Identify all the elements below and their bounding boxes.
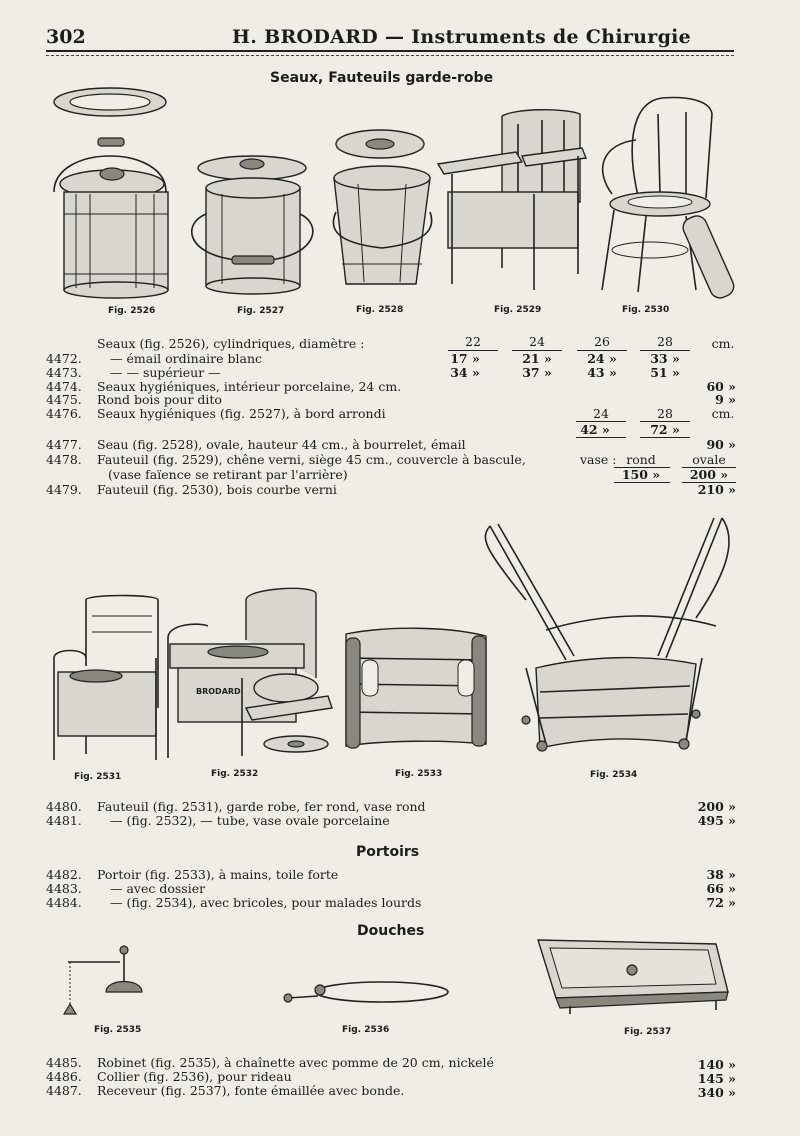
item-price: 150 » [621,467,661,482]
item-number: 4474. [46,379,82,394]
item-number: 4472. [46,351,82,366]
col-header: 28 [657,334,673,349]
item-description: — — supérieur — [110,365,221,380]
item-number: 4479. [46,482,82,497]
item-description: Robinet (fig. 2535), à chaînette avec pomme de 20 cm, nickelé [97,1055,494,1070]
item-number: 4486. [46,1069,82,1084]
item-price: 21 » [522,351,552,366]
item-price: 24 » [587,351,617,366]
bentwood-chair-2530-illustration [602,98,737,302]
item-description: Collier (fig. 2536), pour rideau [97,1069,292,1084]
fig-label-2527: Fig. 2527 [237,306,285,316]
table-intro: Seaux (fig. 2526), cylindriques, diamètre : [97,336,365,351]
item-price: 33 » [650,351,680,366]
item-price: 17 » [450,351,480,366]
item-price: 340 » [697,1085,736,1100]
fig-label-2530: Fig. 2530 [622,305,670,315]
col-header: 26 [594,334,610,349]
item-description: Fauteuil (fig. 2529), chêne verni, siège 45 cm., couvercle à bascule, [97,452,526,467]
item-description: Portoir (fig. 2533), à mains, toile forte [97,867,339,882]
item-description: Seaux hygiéniques, intérieur porcelaine, 24 cm. [97,379,402,394]
col-header: ovale [692,452,726,467]
col-header: rond [626,452,656,467]
stretcher-2533-illustration [346,628,486,748]
item-description: Seaux hygiéniques (fig. 2527), à bord arrondi [97,406,386,421]
fig-label-2534: Fig. 2534 [590,770,638,780]
page-number: 302 [46,26,86,48]
item-number: 4477. [46,437,82,452]
fig-label-2526: Fig. 2526 [108,306,156,316]
item-price: 90 » [706,437,736,452]
item-price: 200 » [697,799,736,814]
section-title-seaux: Seaux, Fauteuils garde-robe [270,70,494,86]
item-description: Fauteuil (fig. 2530), bois courbe verni [97,482,337,497]
fig-label-2533: Fig. 2533 [395,769,443,779]
col-header: 24 [529,334,545,349]
fig-label-2532: Fig. 2532 [211,769,259,779]
ring-lid-illustration [54,88,166,116]
item-description: — (fig. 2534), avec bricoles, pour malades lourds [110,895,422,910]
item-number: 4481. [46,813,82,828]
illustrations-row-2 [46,508,736,770]
item-description: Rond bois pour dito [97,392,222,407]
fig-label-2536: Fig. 2536 [342,1025,390,1035]
col-header: 28 [657,406,673,421]
vase-label: vase : [580,452,617,467]
chair-stamp: BRODARD [196,687,241,696]
fig-label-2535: Fig. 2535 [94,1025,142,1035]
bucket-2527-illustration [192,156,313,294]
iron-chair-2531-illustration [54,596,158,761]
item-price: 38 » [706,867,736,882]
fig-label-2537: Fig. 2537 [624,1027,672,1037]
tube-chair-2532-illustration [168,588,332,758]
carrier-2534-illustration [485,518,729,751]
item-price: 9 » [715,392,736,407]
item-number: 4485. [46,1055,82,1070]
illustrations-row-1 [46,84,736,304]
item-price: 72 » [706,895,736,910]
oak-chair-2529-illustration [438,110,586,290]
item-number: 4478. [46,452,82,467]
item-number: 4476. [46,406,82,421]
item-price: 72 » [650,422,680,437]
item-description: Fauteuil (fig. 2531), garde robe, fer rond, vase rond [97,799,426,814]
illustrations-row-3 [56,940,736,1026]
col-header: 22 [465,334,481,349]
section-title-portoirs: Portoirs [356,844,420,860]
fig-label-2529: Fig. 2529 [494,305,542,315]
item-number: 4487. [46,1083,82,1098]
page-header [40,22,740,52]
header-rule-dashed [46,55,734,56]
shower-tray-2537-illustration [538,940,728,1014]
item-price: 51 » [650,365,680,380]
item-description: — avec dossier [110,881,206,896]
item-price: 140 » [697,1057,736,1072]
curtain-ring-2536-illustration [284,982,448,1002]
item-price: 200 » [689,467,729,482]
item-description: Seau (fig. 2528), ovale, hauteur 44 cm., à bourrelet, émail [97,437,466,452]
item-number: 4484. [46,895,82,910]
item-number: 4475. [46,392,82,407]
item-description-note: (vase faïence se retirant par l'arrière) [108,467,348,482]
item-price: 60 » [706,379,736,394]
fig-label-2528: Fig. 2528 [356,305,404,315]
bucket-2526-illustration [54,138,168,298]
item-number: 4482. [46,867,82,882]
item-description: — (fig. 2532), — tube, vase ovale porcelaine [110,813,390,828]
item-number: 4483. [46,881,82,896]
item-price: 37 » [522,365,552,380]
item-price: 66 » [706,881,736,896]
col-unit: cm. [711,336,735,351]
item-price: 210 » [697,482,736,497]
item-price: 495 » [697,813,736,828]
col-unit: cm. [711,406,735,421]
faucet-2535-illustration [64,946,142,1014]
item-price: 34 » [450,365,480,380]
item-description: Receveur (fig. 2537), fonte émaillée avec bonde. [97,1083,405,1098]
item-description: — émail ordinaire blanc [110,351,262,366]
oval-bucket-2528-illustration [333,130,431,284]
item-price: 42 » [580,422,610,437]
section-title-douches: Douches [357,923,425,939]
item-price: 145 » [697,1071,736,1086]
item-price: 43 » [587,365,617,380]
item-number: 4480. [46,799,82,814]
fig-label-2531: Fig. 2531 [74,772,122,782]
item-number: 4473. [46,365,82,380]
col-header: 24 [593,406,609,421]
page-title: H. BRODARD — Instruments de Chirurgie [232,26,692,48]
header-rule [46,50,734,52]
